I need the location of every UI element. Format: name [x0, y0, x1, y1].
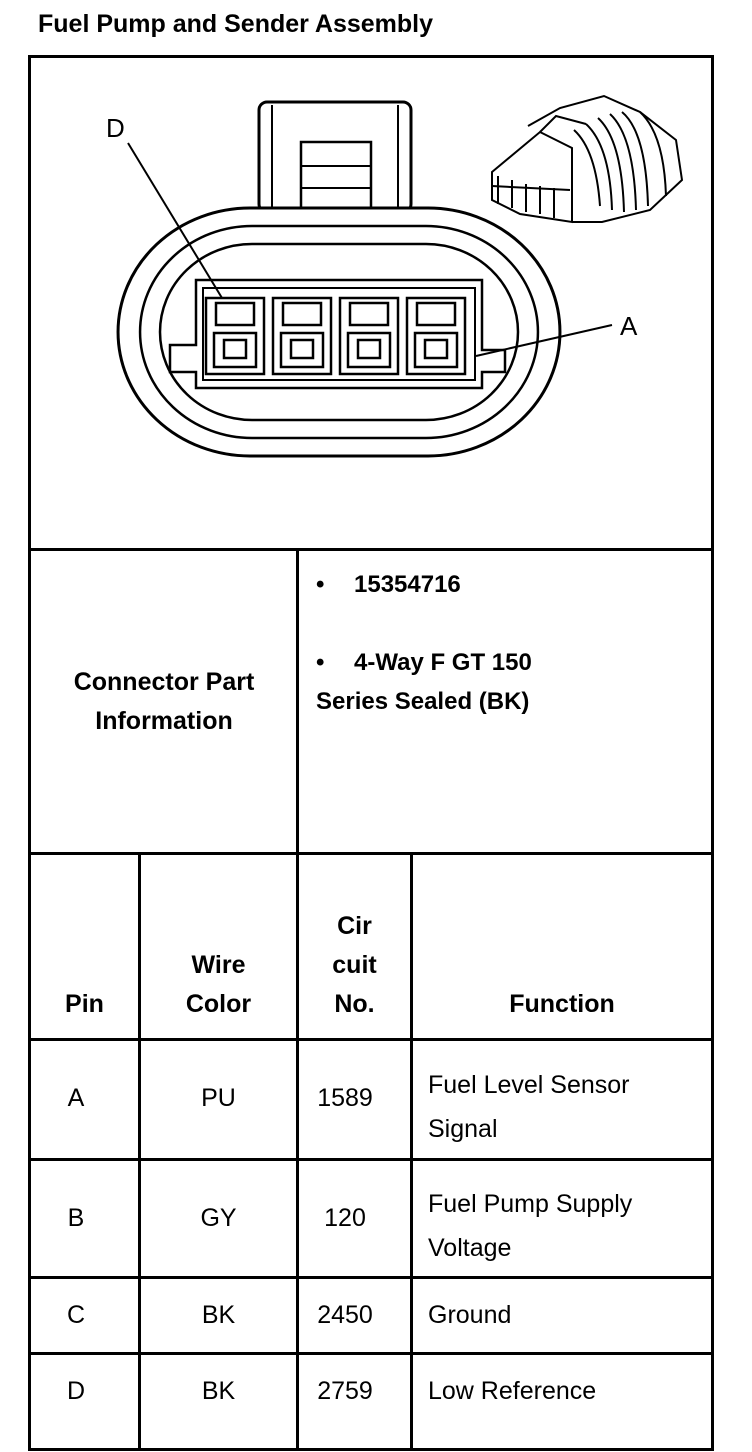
page-title: Fuel Pump and Sender Assembly	[38, 10, 434, 38]
connector-isometric-icon	[492, 96, 682, 222]
wire-color-cell: PU	[201, 1084, 236, 1112]
pin-cell: C	[66, 1301, 86, 1329]
function-cell: Low Reference	[428, 1377, 597, 1405]
wire-color-cell: GY	[200, 1204, 237, 1232]
header-circuit-line: cuit	[332, 951, 377, 979]
wire-color-cell: BK	[201, 1301, 236, 1329]
pin-d-label: D	[106, 113, 125, 143]
function-line: Voltage	[428, 1234, 512, 1262]
part-number: 15354716	[354, 571, 461, 598]
pin-a-label: A	[620, 311, 638, 341]
function-line: Signal	[428, 1115, 498, 1143]
divider	[138, 852, 141, 1451]
header-circuit-no	[299, 907, 410, 1024]
circuit-cell: 120	[324, 1204, 366, 1232]
header-wire-color-line: Color	[185, 990, 252, 1018]
circuit-cell: 1589	[317, 1084, 373, 1112]
part-description-item	[316, 649, 532, 677]
divider	[28, 1158, 714, 1161]
connector-face-diagram	[31, 58, 711, 548]
divider	[410, 852, 413, 1451]
part-number-item	[316, 571, 461, 599]
pin-cell: A	[67, 1084, 85, 1112]
header-wire-color-line: Wire	[191, 951, 246, 979]
part-info-label-line: Information	[95, 707, 233, 735]
divider	[28, 1276, 714, 1279]
function-line: Fuel Pump Supply	[428, 1190, 633, 1218]
header-circuit-line: No.	[334, 990, 375, 1018]
header-pin: Pin	[65, 990, 104, 1018]
header-wire-color	[141, 946, 296, 1024]
divider	[28, 1038, 714, 1041]
divider	[28, 1352, 714, 1355]
wire-color-cell: BK	[201, 1377, 236, 1405]
part-description-item	[316, 688, 529, 716]
4-way-connector-face-icon	[118, 102, 612, 456]
function-cell	[428, 1182, 632, 1270]
part-info-label-line: Connector Part	[73, 668, 255, 696]
function-line: Fuel Level Sensor	[428, 1071, 630, 1099]
header-circuit-line: Cir	[337, 912, 372, 940]
bullet: •	[316, 571, 325, 598]
circuit-cell: 2450	[317, 1301, 373, 1329]
header-function: Function	[509, 990, 615, 1018]
pin-cell: D	[66, 1377, 86, 1405]
part-description-line: 4-Way F GT 150	[354, 649, 532, 676]
function-cell: Ground	[428, 1301, 512, 1329]
part-description-line: Series Sealed (BK)	[316, 688, 530, 715]
part-info-label	[31, 551, 297, 853]
circuit-cell: 2759	[317, 1377, 373, 1405]
function-cell	[428, 1063, 630, 1151]
bullet: •	[316, 649, 325, 676]
pin-cell: B	[67, 1204, 85, 1232]
